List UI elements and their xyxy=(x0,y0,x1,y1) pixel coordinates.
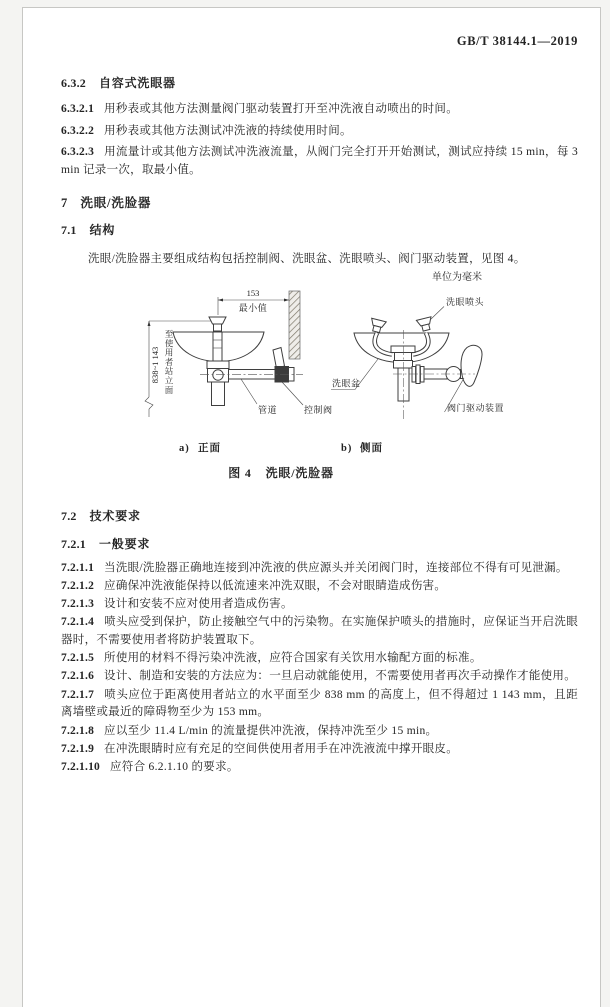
clause-number: 7.2.1.3 xyxy=(61,598,95,611)
clause-7-2-1-9 xyxy=(61,741,578,759)
clause-text: 所使用的材料不得污染冲洗液，应符合国家有关饮用水输配方面的标准。 xyxy=(104,652,482,665)
dim-153-note: 最小值 xyxy=(238,302,268,313)
clause-text: 在冲洗眼睛时应有充足的空间供使用者用手在冲洗液流中撑开眼皮。 xyxy=(104,742,459,755)
basin-center-column xyxy=(213,332,222,361)
pipe-label: 管道 xyxy=(258,404,278,415)
clause-7-2-1-7 xyxy=(61,687,578,722)
clause-number: 7.2.1.10 xyxy=(61,761,100,774)
subcaption-b: b) xyxy=(341,442,353,454)
clause-number: 7.2.1.7 xyxy=(61,688,95,701)
subcaption-a: a) xyxy=(179,442,190,454)
figure-4-drawing xyxy=(133,286,529,460)
spray-head-left xyxy=(369,318,386,333)
control-valve-label: 控制阀 xyxy=(304,404,333,415)
tee-fitting-boss xyxy=(213,369,223,379)
clause-number: 7.2.1.4 xyxy=(61,616,95,629)
clause-7-2-1-1 xyxy=(61,560,578,578)
clause-7-2-1-5 xyxy=(61,650,578,668)
valve-actuator-paddle xyxy=(461,345,482,386)
clause-text: 设计和安装不应对使用者造成伤害。 xyxy=(104,598,293,611)
heading-title: 结构 xyxy=(89,223,116,237)
heading-number: 7.1 xyxy=(61,223,77,237)
spray-head-front xyxy=(209,317,226,324)
clause-7-2-1-4 xyxy=(61,614,578,649)
spray-head-label: 洗眼喷头 xyxy=(446,296,485,307)
clause-text: 设计、制造和安装的方法应为：一旦启动就能使用，不需要使用者再次手动操作才能使用。 xyxy=(104,670,577,683)
heading-title: 洗眼/洗脸器 xyxy=(80,196,152,210)
clause-number: 7.2.1.8 xyxy=(61,724,95,737)
spray-head-stem xyxy=(214,324,222,331)
heading-number: 7.2.1 xyxy=(61,536,86,551)
heading-number: 6.3.2 xyxy=(61,76,86,90)
heading-6-3-2 xyxy=(61,76,578,91)
figure-4 xyxy=(61,286,578,460)
figure-caption-number: 图 4 xyxy=(228,465,252,480)
basin-flange-side xyxy=(394,360,413,368)
spray-head-stem xyxy=(422,324,430,331)
clause-text: 应确保冲洗液能保持以低流速来冲洗双眼，不会对眼睛造成伤害。 xyxy=(104,579,447,592)
unit-note: 单位为毫米 xyxy=(432,271,482,283)
clause-text: 喷头应受到保护，防止接触空气中的污染物。在实施保护喷头的措施时，应保证当开启洗眼器时，不需要使用者将防护装置取下。 xyxy=(61,616,578,646)
heading-7 xyxy=(61,196,578,211)
front-view xyxy=(145,288,333,454)
heading-title: 技术要求 xyxy=(89,508,141,523)
figure-caption-title: 洗眼/洗脸器 xyxy=(265,465,334,480)
clause-6-3-2-1 xyxy=(61,101,578,119)
heading-7-2-1 xyxy=(61,537,578,552)
basin-label: 洗眼盆 xyxy=(332,378,361,388)
heading-7-1 xyxy=(61,223,578,238)
clause-number: 6.3.2.1 xyxy=(61,103,95,115)
leader-line xyxy=(241,379,257,404)
center-fitting xyxy=(395,352,412,360)
leader-line xyxy=(430,306,444,320)
break-symbol xyxy=(145,397,153,409)
structure-paragraph: 洗眼/洗脸器主要组成结构包括控制阀、洗眼盆、洗眼喷头、阀门驱动装置，见图 4。 xyxy=(88,253,526,265)
heading-7-2 xyxy=(61,509,578,524)
clause-text: 用流量计或其他方法测试冲洗液流量，从阀门完全打开开始测试，测试应持续 15 min，每 3 min 记录一次，取最小值。 xyxy=(61,146,578,176)
clause-7-2-1-6 xyxy=(61,668,578,686)
clause-number: 7.2.1.5 xyxy=(61,652,95,665)
control-valve-handle xyxy=(273,347,285,368)
basin-flange xyxy=(207,361,229,369)
center-fitting-nut xyxy=(391,346,415,353)
dim-height-label: 至使用者站立面 xyxy=(164,328,174,395)
clause-number: 7.2.1.2 xyxy=(61,579,95,592)
clause-text: 应符合 6.2.1.10 的要求。 xyxy=(109,761,239,774)
clause-text: 用秒表或其他方法测试冲洗液的持续使用时间。 xyxy=(104,124,352,137)
supply-pipe-vertical xyxy=(212,382,225,406)
clause-number: 7.2.1.9 xyxy=(61,742,95,755)
clause-number: 6.3.2.3 xyxy=(61,146,95,158)
heading-title: 自容式洗眼器 xyxy=(99,76,176,90)
clause-number: 7.2.1.1 xyxy=(61,561,95,574)
clause-number: 6.3.2.2 xyxy=(61,124,95,137)
clause-6-3-2-3 xyxy=(61,144,578,179)
clause-text: 喷头应位于距离使用者站立的水平面至少 838 mm 的高度上，但不得超过 1 143 mm，且距离墙壁或最近的障碍物至少为 153 mm。 xyxy=(61,688,578,719)
leader-line xyxy=(282,382,303,405)
heading-number: 7.2 xyxy=(61,508,77,523)
side-view xyxy=(331,296,504,454)
figure-caption xyxy=(61,464,501,481)
clause-7-2-1-10 xyxy=(61,759,578,777)
dim-height-value: 838~1 143 xyxy=(150,346,160,383)
clause-7-2-1-2 xyxy=(61,578,578,596)
spray-head-stem xyxy=(373,325,381,332)
subcaption-a-label: 正面 xyxy=(198,442,221,454)
doc-number: GB/T 38144.1—2019 xyxy=(456,34,578,48)
subcaption-b-label: 侧面 xyxy=(360,442,383,454)
clause-7-2-1-8 xyxy=(61,723,578,741)
wall-hatch xyxy=(289,291,300,359)
document-page xyxy=(22,7,601,1007)
dim-153-value: 153 xyxy=(246,287,260,298)
heading-title: 一般要求 xyxy=(99,536,151,551)
valve-drive-label: 阀门驱动装置 xyxy=(447,402,505,413)
clause-7-2-1-3 xyxy=(61,596,578,614)
heading-number: 7 xyxy=(61,196,68,210)
clause-text: 当洗眼/洗脸器正确地连接到冲洗液的供应源头并关闭阀门时，连接部位不得有可见泄漏。 xyxy=(104,561,568,574)
clause-text: 应以至少 11.4 L/min 的流量提供冲洗液，保持冲洗至少 15 min。 xyxy=(104,724,438,737)
clause-6-3-2-2 xyxy=(61,123,578,141)
clause-text: 用秒表或其他方法测量阀门驱动装置打开至冲洗液自动喷出的时间。 xyxy=(104,103,459,115)
clause-number: 7.2.1.6 xyxy=(61,670,95,683)
